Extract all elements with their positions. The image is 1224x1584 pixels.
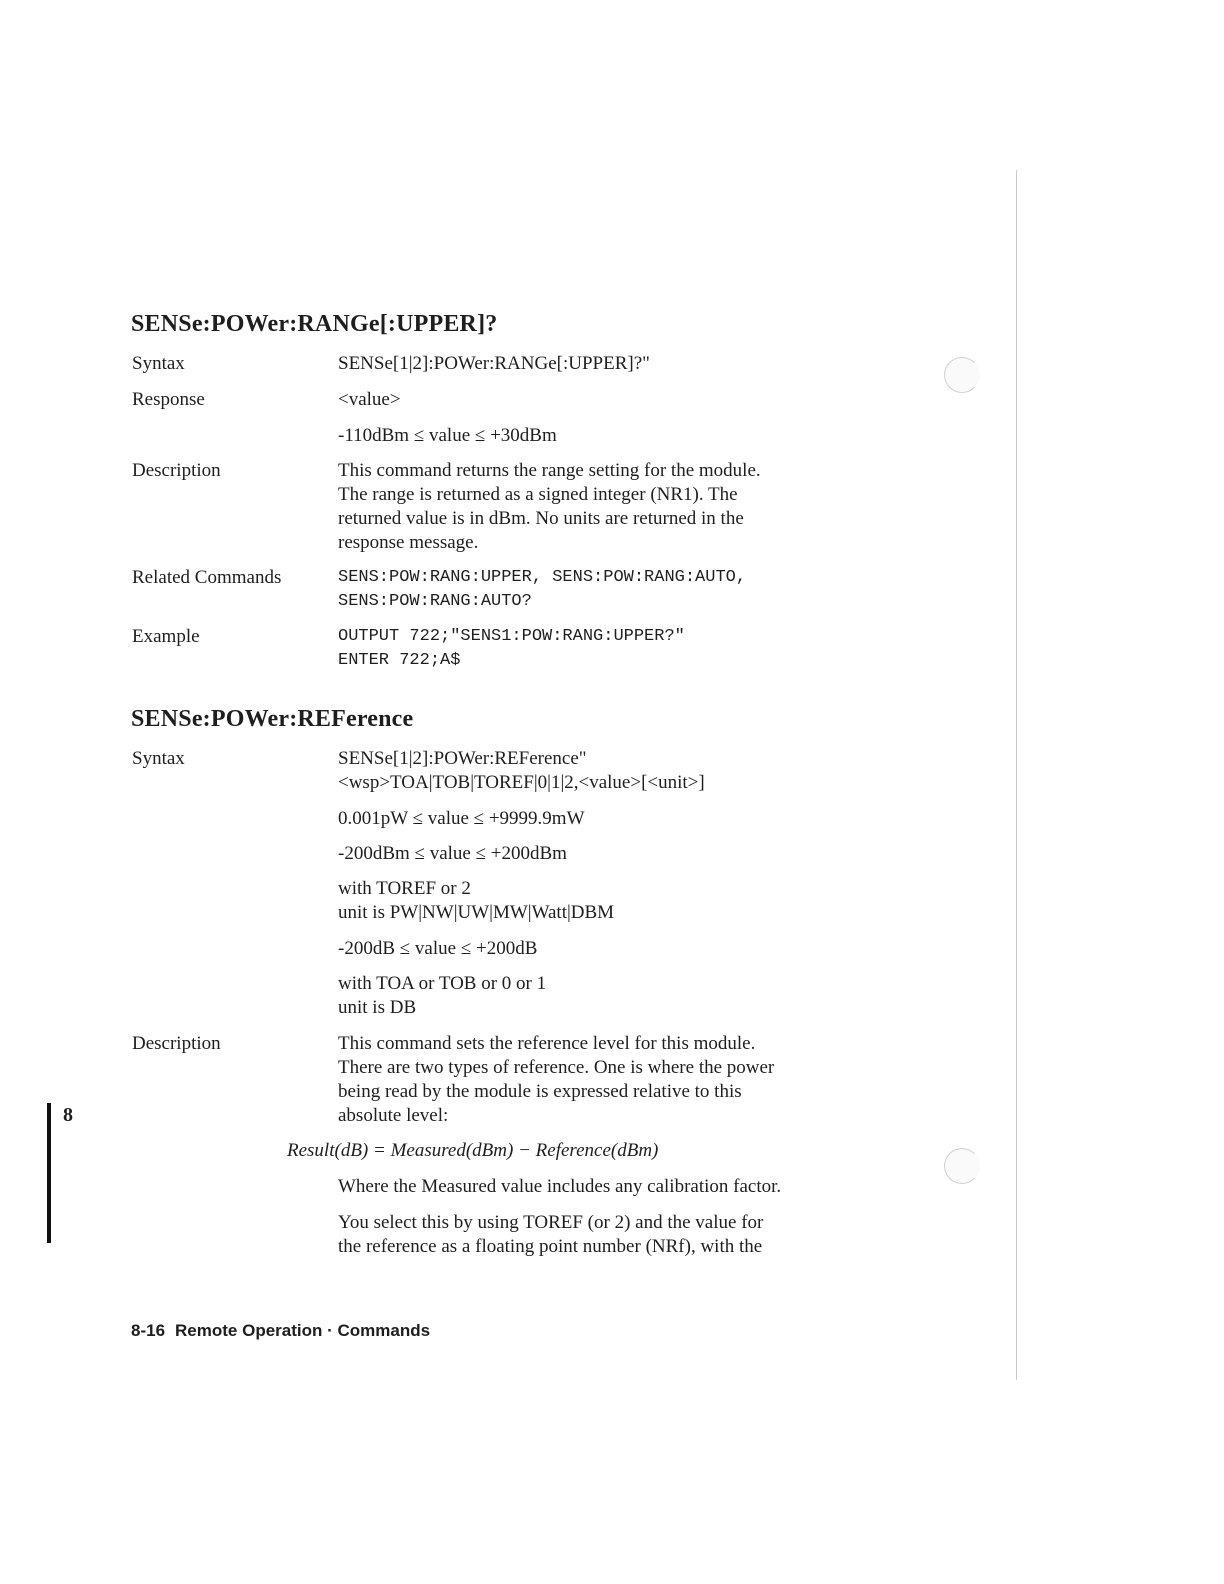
- description-label: Description: [132, 460, 221, 481]
- related-commands-label: Related Commands: [132, 567, 282, 588]
- description-line: response message.: [338, 532, 479, 553]
- description-text: [338, 459, 898, 555]
- range-db: [338, 937, 898, 961]
- with-toa-text: with TOA or TOB or 0 or 1: [338, 973, 547, 994]
- description-line: This command sets the reference level for this module.: [338, 1033, 756, 1054]
- example-label: Example: [132, 626, 200, 647]
- example-code: [338, 625, 898, 673]
- description-line: This command returns the range setting for the module.: [338, 460, 761, 481]
- description-line: being read by the module is expressed relative to this: [338, 1081, 742, 1102]
- syntax-text: SENSe[1|2]:POWer:RANGe[:UPPER]?": [338, 353, 650, 374]
- with-toref-text: with TOREF or 2: [338, 878, 471, 899]
- binder-hole-top: [944, 357, 980, 393]
- syntax-value: [338, 352, 898, 376]
- related-commands: [338, 566, 898, 614]
- response-range-text: -110dBm ≤ value ≤ +30dBm: [338, 425, 557, 446]
- measured-note-text: Where the Measured value includes any calibration factor.: [338, 1176, 782, 1197]
- binder-hole-bottom: [944, 1148, 980, 1184]
- section-heading-range-upper: SENSe:POWer:RANGe[:UPPER]?: [131, 311, 498, 337]
- response-label: Response: [132, 389, 205, 410]
- syntax-value: [338, 747, 898, 795]
- syntax-line: SENSe[1|2]:POWer:REFerence": [338, 748, 587, 769]
- chapter-tab-number: 8: [63, 1104, 73, 1126]
- unit-toa-text: unit is DB: [338, 997, 417, 1018]
- toref-units: [338, 877, 898, 925]
- example-line: ENTER 722;A$: [338, 651, 461, 670]
- description-line: There are two types of reference. One is where the power: [338, 1057, 775, 1078]
- syntax-line: <wsp>TOA|TOB|TOREF|0|1|2,<value>[<unit>]: [338, 772, 705, 793]
- range-dbm-text: -200dBm ≤ value ≤ +200dBm: [338, 843, 567, 864]
- range-db-text: -200dB ≤ value ≤ +200dB: [338, 938, 538, 959]
- description-label: Description: [132, 1033, 221, 1054]
- response-range: [338, 424, 898, 448]
- syntax-label: Syntax: [132, 353, 185, 374]
- response-value: [338, 388, 898, 412]
- page-rule: [1016, 170, 1017, 1380]
- description-line: The range is returned as a signed integer (NR1). The: [338, 484, 738, 505]
- related-commands-line: SENS:POW:RANG:UPPER, SENS:POW:RANG:AUTO,: [338, 568, 747, 587]
- page-footer: [131, 1321, 430, 1341]
- select-text: [338, 1211, 898, 1259]
- range-dbm: [338, 842, 898, 866]
- description-line: returned value is in dBm. No units are returned in the: [338, 508, 744, 529]
- footer-section: Remote Operation · Commands: [175, 1321, 431, 1340]
- range-watt-text: 0.001pW ≤ value ≤ +9999.9mW: [338, 808, 585, 829]
- reference-formula: Result(dB) = Measured(dBm) − Reference(dBm): [287, 1140, 659, 1161]
- range-watt: [338, 807, 898, 831]
- related-commands-line: SENS:POW:RANG:AUTO?: [338, 592, 532, 611]
- example-line: OUTPUT 722;"SENS1:POW:RANG:UPPER?": [338, 627, 685, 646]
- chapter-tab-bar: [47, 1103, 51, 1243]
- section-heading-reference: SENSe:POWer:REFerence: [131, 706, 414, 732]
- select-line: You select this by using TOREF (or 2) and the value for: [338, 1212, 764, 1233]
- select-line: the reference as a floating point number (NRf), with the: [338, 1236, 763, 1257]
- description-line: absolute level:: [338, 1105, 449, 1126]
- syntax-label: Syntax: [132, 748, 185, 769]
- unit-toref-text: unit is PW|NW|UW|MW|Watt|DBM: [338, 902, 615, 923]
- measured-note: [338, 1175, 898, 1199]
- page-number: 8-16: [131, 1321, 166, 1340]
- toa-units: [338, 972, 898, 1020]
- response-text: <value>: [338, 389, 401, 410]
- description-text: [338, 1032, 898, 1128]
